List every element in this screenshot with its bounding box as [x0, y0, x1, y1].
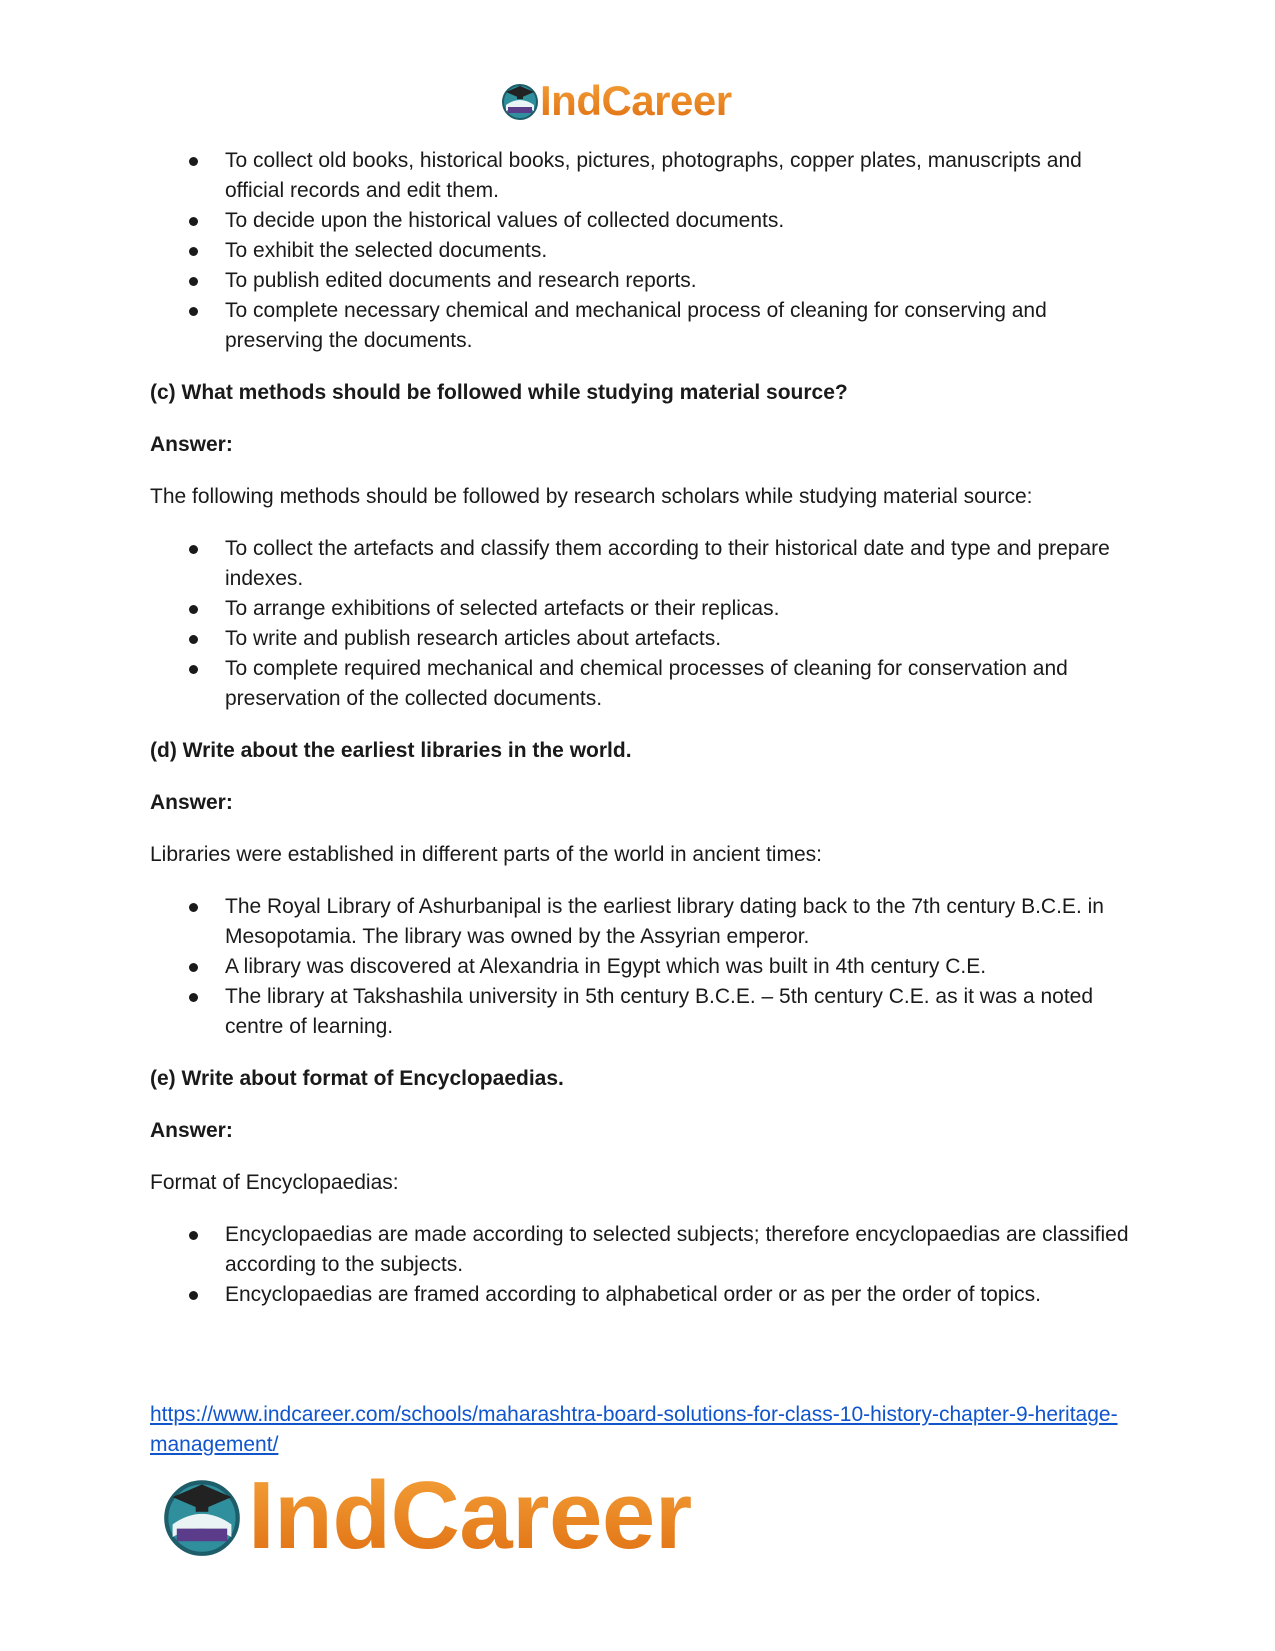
bullet-list-d: [150, 892, 1140, 1042]
graduation-globe-icon: [160, 1474, 244, 1558]
answer-intro-d: Libraries were established in different parts of the world in ancient times:: [150, 843, 822, 866]
logo-wordmark: IndCareer: [540, 77, 732, 124]
question-e: (e) Write about format of Encyclopaedias.: [150, 1067, 564, 1090]
list-item: To collect the artefacts and classify them according to their historical date and type and prepare indexes.: [150, 534, 1140, 594]
list-item: To publish edited documents and research reports.: [150, 266, 1140, 296]
question-d: (d) Write about the earliest libraries in the world.: [150, 739, 632, 762]
list-item: To collect old books, historical books, pictures, photographs, copper plates, manuscripts and official records and edit them.: [150, 146, 1140, 206]
list-item: The library at Takshashila university in 5th century B.C.E. – 5th century C.E. as it was a noted centre of learning.: [150, 982, 1140, 1042]
list-item: Encyclopaedias are made according to selected subjects; therefore encyclopaedias are classified according to the subjects.: [150, 1220, 1140, 1280]
list-item: To decide upon the historical values of collected documents.: [150, 206, 1140, 236]
graduation-globe-icon: [500, 81, 540, 121]
list-item: To complete required mechanical and chemical processes of cleaning for conservation and preservation of the collected documents.: [150, 654, 1140, 714]
header-logo: [500, 78, 732, 124]
list-item: The Royal Library of Ashurbanipal is the earliest library dating back to the 7th century B.C.E. in Mesopotamia. The library was owned by the Assyrian emperor.: [150, 892, 1140, 952]
answer-intro-e: Format of Encyclopaedias:: [150, 1171, 399, 1194]
list-item: To exhibit the selected documents.: [150, 236, 1140, 266]
question-c: (c) What methods should be followed while studying material source?: [150, 381, 848, 404]
list-item: To write and publish research articles about artefacts.: [150, 624, 1140, 654]
list-item: Encyclopaedias are framed according to alphabetical order or as per the order of topics.: [150, 1280, 1140, 1310]
footer-logo: [160, 1462, 692, 1569]
bullet-list-1: [150, 146, 1140, 356]
logo-wordmark: IndCareer: [248, 1462, 692, 1569]
answer-label-c: Answer:: [150, 433, 233, 456]
bullet-list-e: [150, 1220, 1140, 1310]
list-item: To arrange exhibitions of selected artefacts or their replicas.: [150, 594, 1140, 624]
answer-intro-c: The following methods should be followed by research scholars while studying material source:: [150, 485, 1033, 508]
answer-label-e: Answer:: [150, 1119, 233, 1142]
answer-label-d: Answer:: [150, 791, 233, 814]
source-link[interactable]: https://www.indcareer.com/schools/maharashtra-board-solutions-for-class-10-history-chapter-9-heritage-management/: [150, 1403, 1118, 1456]
bullet-list-c: [150, 534, 1140, 714]
document-content: [150, 146, 1140, 1310]
list-item: To complete necessary chemical and mechanical process of cleaning for conserving and preserving the documents.: [150, 296, 1140, 356]
list-item: A library was discovered at Alexandria in Egypt which was built in 4th century C.E.: [150, 952, 1140, 982]
